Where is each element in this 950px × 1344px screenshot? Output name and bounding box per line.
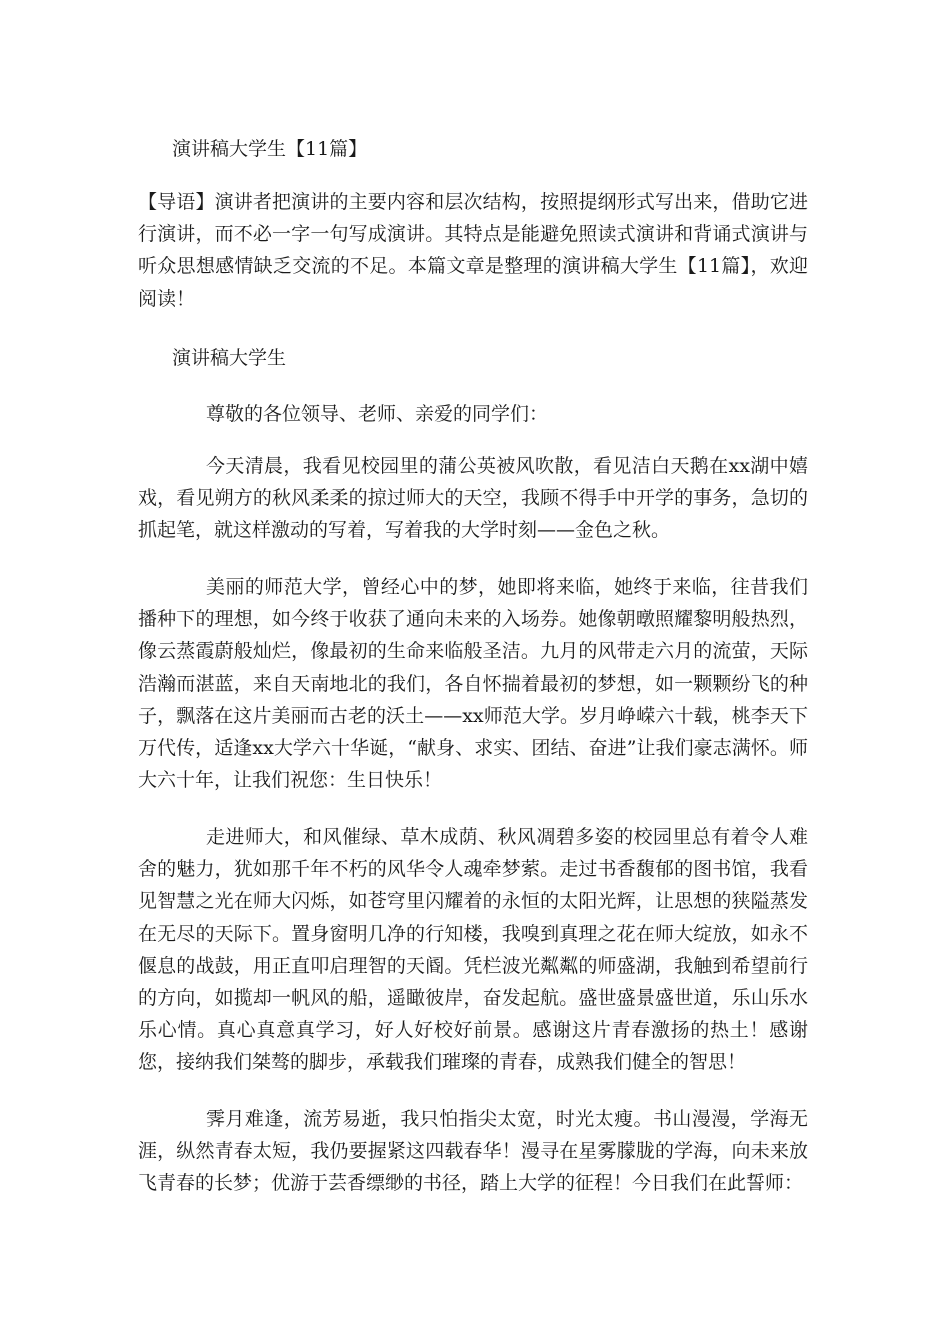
document-title: 演讲稿大学生【11篇】 [172, 138, 368, 160]
body-paragraph-2: 美丽的师范大学，曾经心中的梦，她即将来临，她终于来临，往昔我们播种下的理想，如今终于收获了通向未来的入场券。她像朝暾照耀黎明般热烈，像云蒸霞蔚般灿烂，像最初的生命来临般圣洁。九月的风带走六月的流萤，天际浩瀚而湛蓝，来自天南地北的我们，各自怀揣着最初的梦想，如一颗颗纷飞的种子，飘落在这片美丽而古老的沃土——xx师范大学。岁月峥嵘六十载，桃李天下万代传，适逢xx大学六十华诞，“献身、求实、团结、奋进”让我们豪志满怀。师大六十年，让我们祝您：生日快乐！ [138, 576, 808, 792]
intro-paragraph: 【导语】演讲者把演讲的主要内容和层次结构，按照提纲形式写出来，借助它进行演讲，而不必一字一句写成演讲。其特点是能避免照读式演讲和背诵式演讲与听众思想感情缺乏交流的不足。本篇文章是整理的演讲稿大学生【11篇】，欢迎阅读！ [138, 191, 808, 310]
body-paragraph-3: 走进师大，和风催绿、草木成荫、秋风凋碧多姿的校园里总有着令人难舍的魅力，犹如那千年不朽的风华令人魂牵梦萦。走过书香馥郁的图书馆，我看见智慧之光在师大闪烁，如苍穹里闪耀着的永恒的太阳光辉，让思想的狭隘蒸发在无尽的天际下。置身窗明几净的行知楼，我嗅到真理之花在师大绽放，如永不偃息的战鼓，用正直叩启理智的天阍。凭栏波光粼粼的师盛湖，我触到希望前行的方向，如揽却一帆风的船，遥瞰彼岸，奋发起航。盛世盛景盛世道，乐山乐水乐心情。真心真意真学习，好人好校好前景。感谢这片青春激扬的热土！感谢您，接纳我们桀骜的脚步，承载我们璀璨的青春，成熟我们健全的智思！ [138, 826, 808, 1074]
body-paragraph-4: 霁月难逢，流芳易逝，我只怕指尖太宽，时光太瘦。书山漫漫，学海无涯，纵然青春太短，我仍要握紧这四载春华！漫寻在星雾朦胧的学海，向未来放飞青春的长梦；优游于芸香缥缈的书径，踏上大学的征程！今日我们在此誓师： [138, 1108, 808, 1195]
greeting: 尊敬的各位领导、老师、亲爱的同学们： [206, 403, 549, 425]
body-paragraph-1: 今天清晨，我看见校园里的蒲公英被风吹散，看见洁白天鹅在xx湖中嬉戏，看见朔方的秋风柔柔的掠过师大的天空，我顾不得手中开学的事务，急切的抓起笔，就这样激动的写着，写着我的大学时刻——金色之秋。 [138, 455, 808, 542]
section-title: 演讲稿大学生 [172, 347, 287, 369]
